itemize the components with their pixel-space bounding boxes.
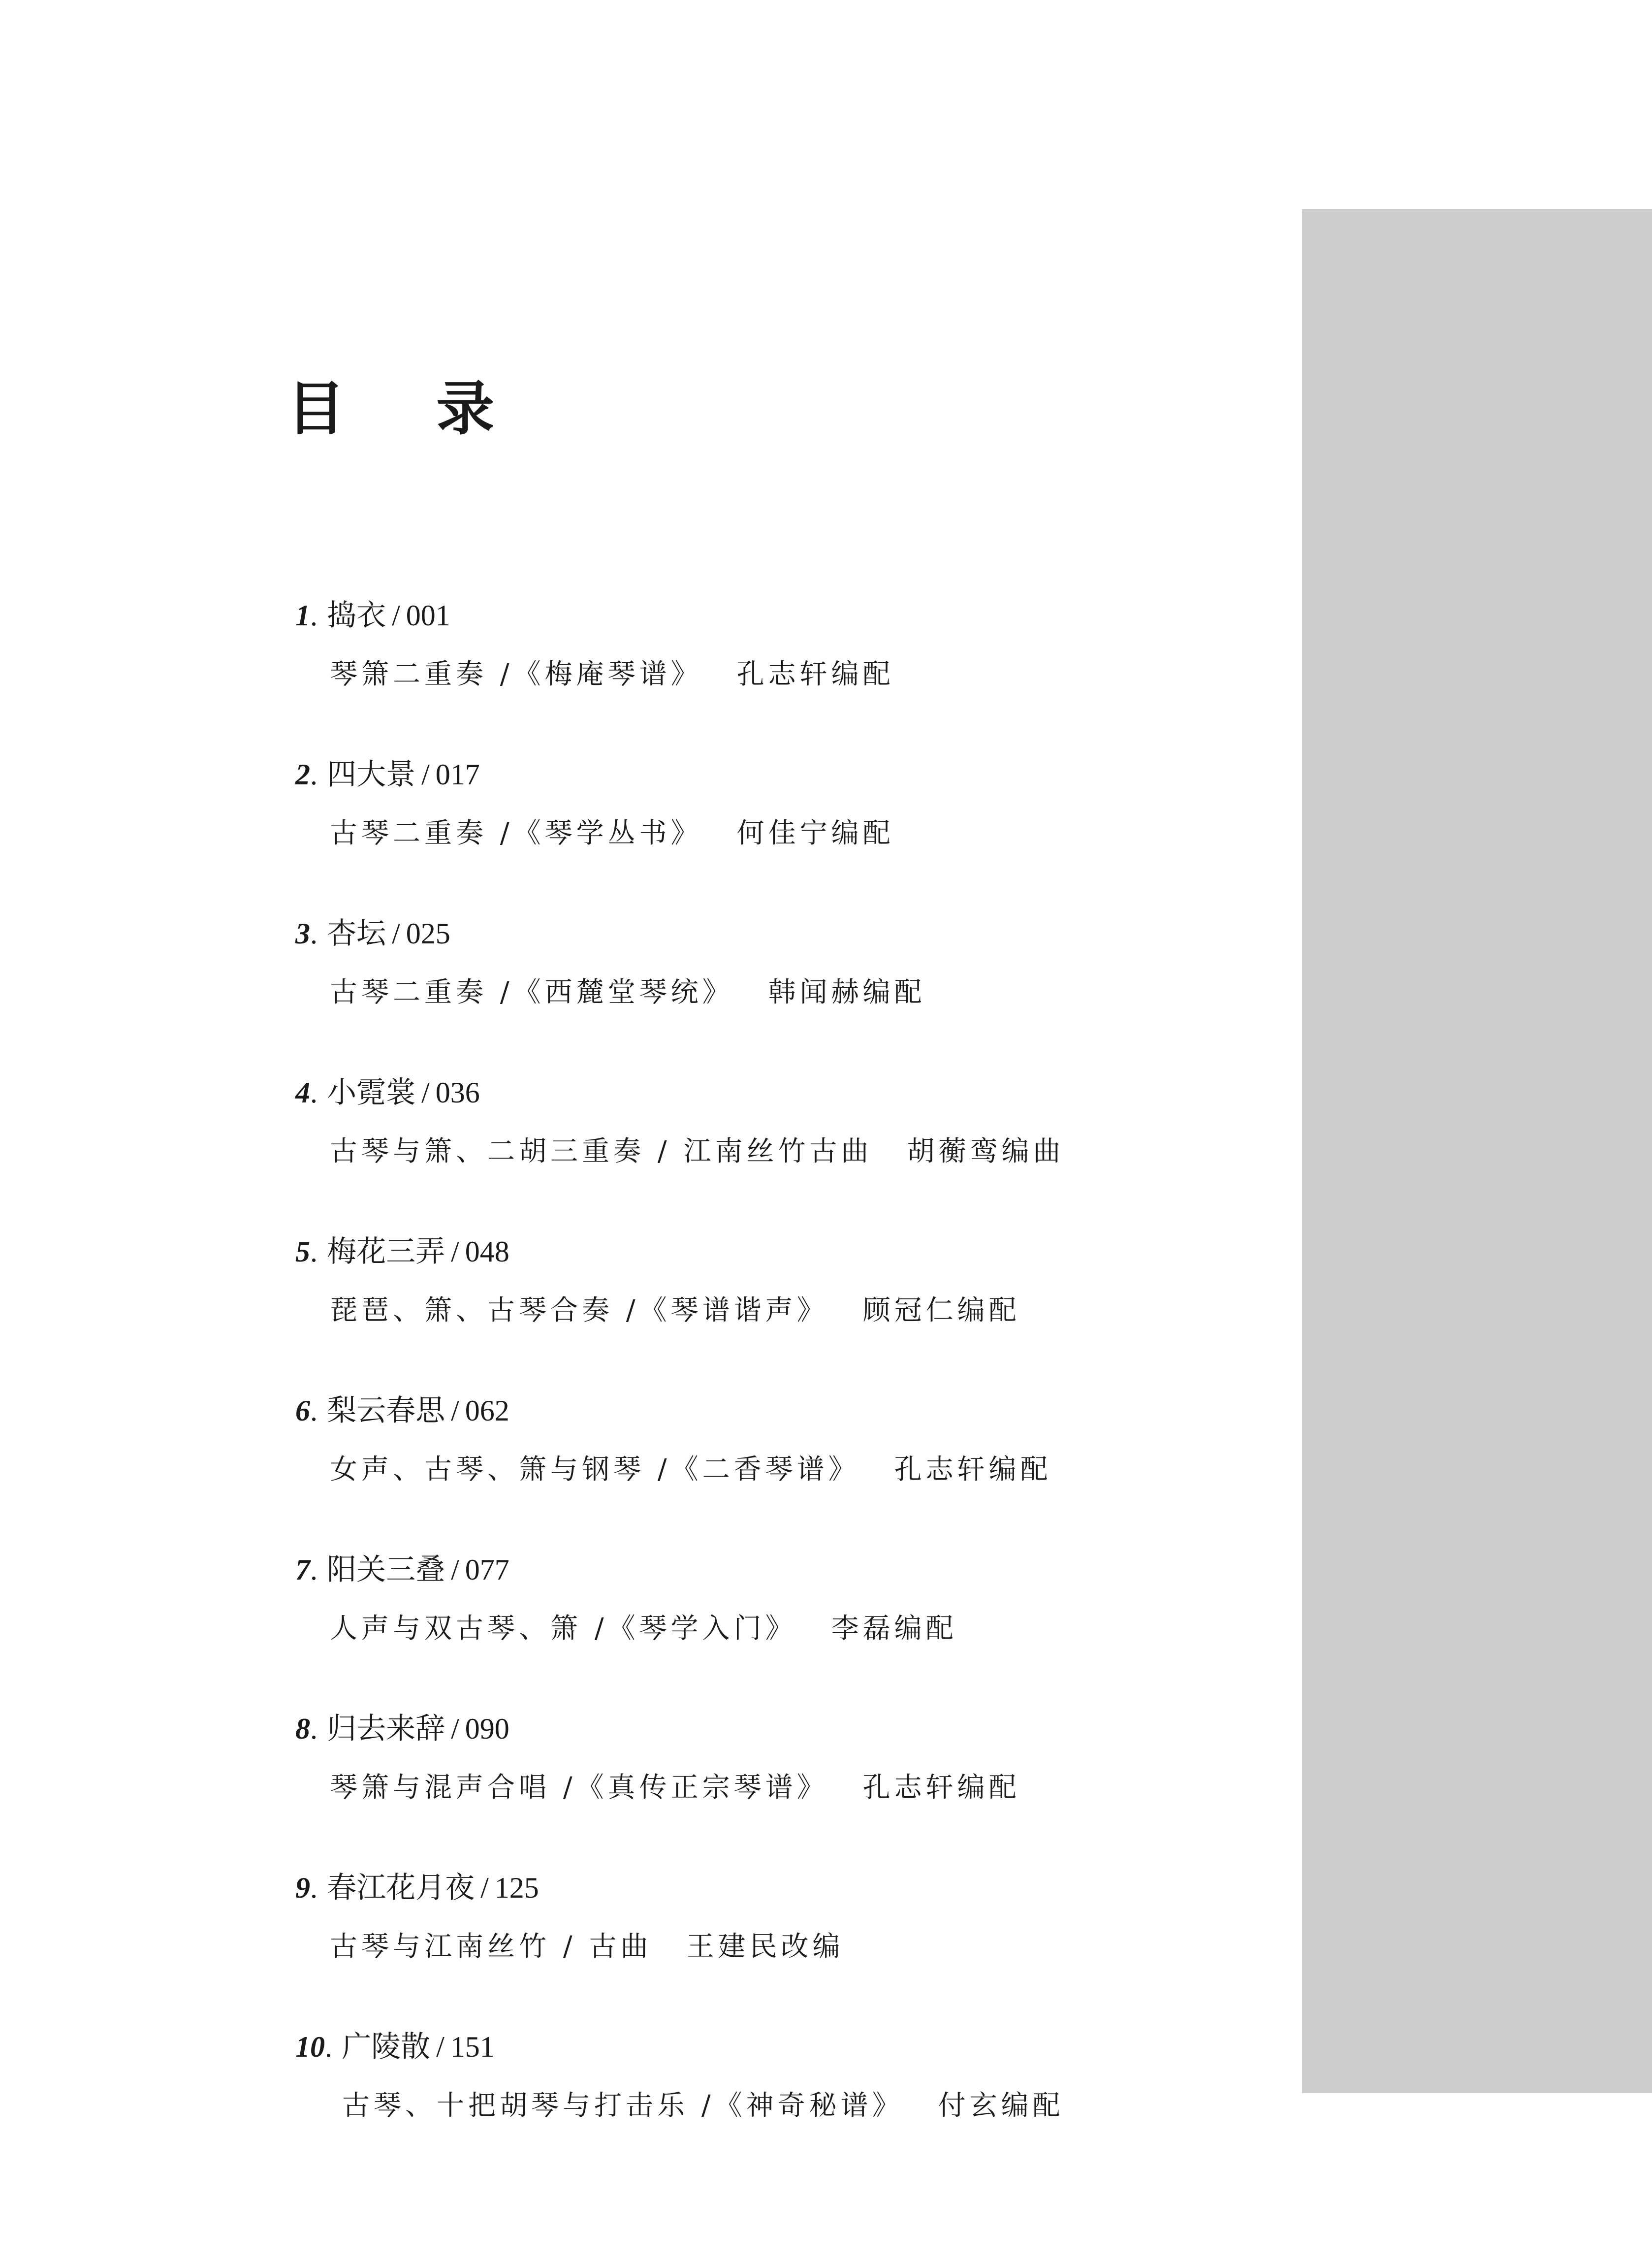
entry-subtitle: 古琴与箫、二胡三重奏 / 江南丝竹古曲: [330, 1135, 873, 1167]
entry-number-dot: .: [310, 1076, 318, 1109]
entry-arranger: 何佳宁编配: [736, 817, 894, 849]
entry-title: 捣衣: [327, 598, 386, 633]
toc-entry: [295, 1863, 1280, 2022]
entry-subtitle-line: [330, 1604, 957, 1653]
entry-arranger: 王建民改编: [686, 1931, 844, 1963]
entry-subtitle: 琴箫与混声合唱 /《真传正宗琴谱》: [330, 1772, 828, 1804]
entry-page-number: 025: [406, 917, 450, 950]
entry-page-number: 036: [435, 1076, 480, 1109]
entry-subtitle-line: [330, 1922, 844, 1972]
entry-number: 3: [295, 917, 310, 950]
entry-page-number: 151: [450, 2031, 495, 2063]
entry-separator: /: [421, 1076, 430, 1109]
entry-number-dot: .: [310, 758, 318, 791]
entry-separator: /: [436, 2031, 445, 2063]
entry-page-number: 125: [494, 1872, 539, 1904]
toc-entry: [295, 591, 1280, 750]
entry-subtitle-line: [330, 1763, 1020, 1812]
entry-arranger: 李磊编配: [831, 1613, 957, 1645]
toc-entry: [295, 1386, 1280, 1545]
toc-entry: [295, 2022, 1280, 2181]
entry-heading[interactable]: [295, 1545, 509, 1594]
entry-separator: /: [392, 599, 400, 632]
entry-subtitle: 人声与双古琴、箫 /《琴学入门》: [330, 1613, 797, 1645]
entry-number: 1: [295, 599, 310, 632]
entry-title: 归去来辞: [327, 1712, 445, 1746]
entry-heading[interactable]: [295, 591, 450, 640]
entry-page-number: 077: [465, 1553, 509, 1586]
entry-number-dot: .: [310, 1553, 318, 1586]
entry-number-dot: .: [310, 1872, 318, 1904]
entry-title: 四大景: [327, 757, 416, 792]
entry-number: 8: [295, 1713, 310, 1745]
entry-heading[interactable]: [295, 1068, 480, 1117]
entry-subtitle-line: [330, 1127, 1064, 1176]
toc-entry: [295, 1227, 1280, 1386]
entry-heading[interactable]: [295, 1386, 509, 1435]
entry-number-dot: .: [310, 917, 318, 950]
entry-number-dot: .: [310, 1713, 318, 1745]
entry-number: 9: [295, 1872, 310, 1904]
entry-separator: /: [480, 1872, 489, 1904]
entry-subtitle: 女声、古琴、箫与钢琴 /《二香琴谱》: [330, 1454, 860, 1486]
entry-heading[interactable]: [295, 1704, 509, 1753]
entry-number-dot: .: [310, 1235, 318, 1268]
toc-list: [295, 591, 1280, 2181]
entry-number: 10: [295, 2031, 325, 2063]
entry-subtitle: 古琴、十把胡琴与打击乐 /《神奇秘谱》: [342, 2090, 904, 2122]
entry-arranger: 韩闻赫编配: [768, 976, 926, 1008]
side-gray-band: [1302, 209, 1652, 2093]
entry-subtitle: 古琴与江南丝竹 / 古曲: [330, 1931, 652, 1963]
entry-page-number: 062: [465, 1394, 509, 1427]
entry-subtitle-line: [330, 968, 926, 1017]
toc-entry: [295, 909, 1280, 1068]
entry-subtitle: 琴箫二重奏 /《梅庵琴谱》: [330, 658, 702, 690]
entry-title: 梅花三弄: [327, 1234, 445, 1269]
entry-subtitle-line: [330, 809, 894, 858]
entry-title: 杏坛: [327, 916, 386, 951]
entry-subtitle-line: [330, 1445, 1052, 1494]
entry-title: 小霓裳: [327, 1075, 416, 1110]
entry-heading[interactable]: [295, 909, 450, 958]
entry-number-dot: .: [310, 599, 318, 632]
entry-page-number: 090: [465, 1713, 509, 1745]
entry-page-number: 048: [465, 1235, 509, 1268]
entry-number: 5: [295, 1235, 310, 1268]
entry-arranger: 顾冠仁编配: [862, 1294, 1020, 1326]
entry-subtitle: 古琴二重奏 /《琴学丛书》: [330, 817, 702, 849]
entry-page-number: 017: [435, 758, 480, 791]
entry-arranger: 付玄编配: [938, 2090, 1064, 2122]
entry-number: 7: [295, 1553, 310, 1586]
toc-entry: [295, 750, 1280, 909]
entry-separator: /: [451, 1394, 459, 1427]
entry-heading[interactable]: [295, 2022, 495, 2071]
entry-heading[interactable]: [295, 1227, 509, 1276]
entry-subtitle-line: [330, 650, 894, 699]
entry-number-dot: .: [310, 1394, 318, 1427]
toc-entry: [295, 1068, 1280, 1227]
entry-heading[interactable]: [295, 750, 480, 799]
entry-separator: /: [421, 758, 430, 791]
entry-title: 广陵散: [342, 2030, 431, 2064]
entry-title: 阳关三叠: [327, 1552, 445, 1587]
entry-subtitle-line: [330, 1286, 1020, 1335]
toc-entry: [295, 1704, 1280, 1863]
entry-heading[interactable]: [295, 1863, 539, 1912]
entry-separator: /: [451, 1235, 459, 1268]
entry-arranger: 孔志轩编配: [894, 1454, 1052, 1486]
page-title: 目 录: [287, 375, 530, 443]
entry-number: 6: [295, 1394, 310, 1427]
entry-separator: /: [451, 1553, 459, 1586]
entry-title: 梨云春思: [327, 1393, 445, 1428]
entry-number: 4: [295, 1076, 310, 1109]
entry-subtitle: 琵琶、箫、古琴合奏 /《琴谱谐声》: [330, 1294, 828, 1326]
toc-entry: [295, 1545, 1280, 1704]
entry-number-dot: .: [325, 2031, 332, 2063]
entry-subtitle-line: [342, 2081, 1064, 2131]
entry-page-number: 001: [406, 599, 450, 632]
entry-separator: /: [451, 1713, 459, 1745]
entry-separator: /: [392, 917, 400, 950]
entry-arranger: 孔志轩编配: [862, 1772, 1020, 1804]
entry-arranger: 胡蘅鸾编曲: [907, 1135, 1065, 1167]
entry-arranger: 孔志轩编配: [736, 658, 894, 690]
entry-subtitle: 古琴二重奏 /《西麓堂琴统》: [330, 976, 734, 1008]
entry-title: 春江花月夜: [327, 1871, 475, 1905]
entry-number: 2: [295, 758, 310, 791]
